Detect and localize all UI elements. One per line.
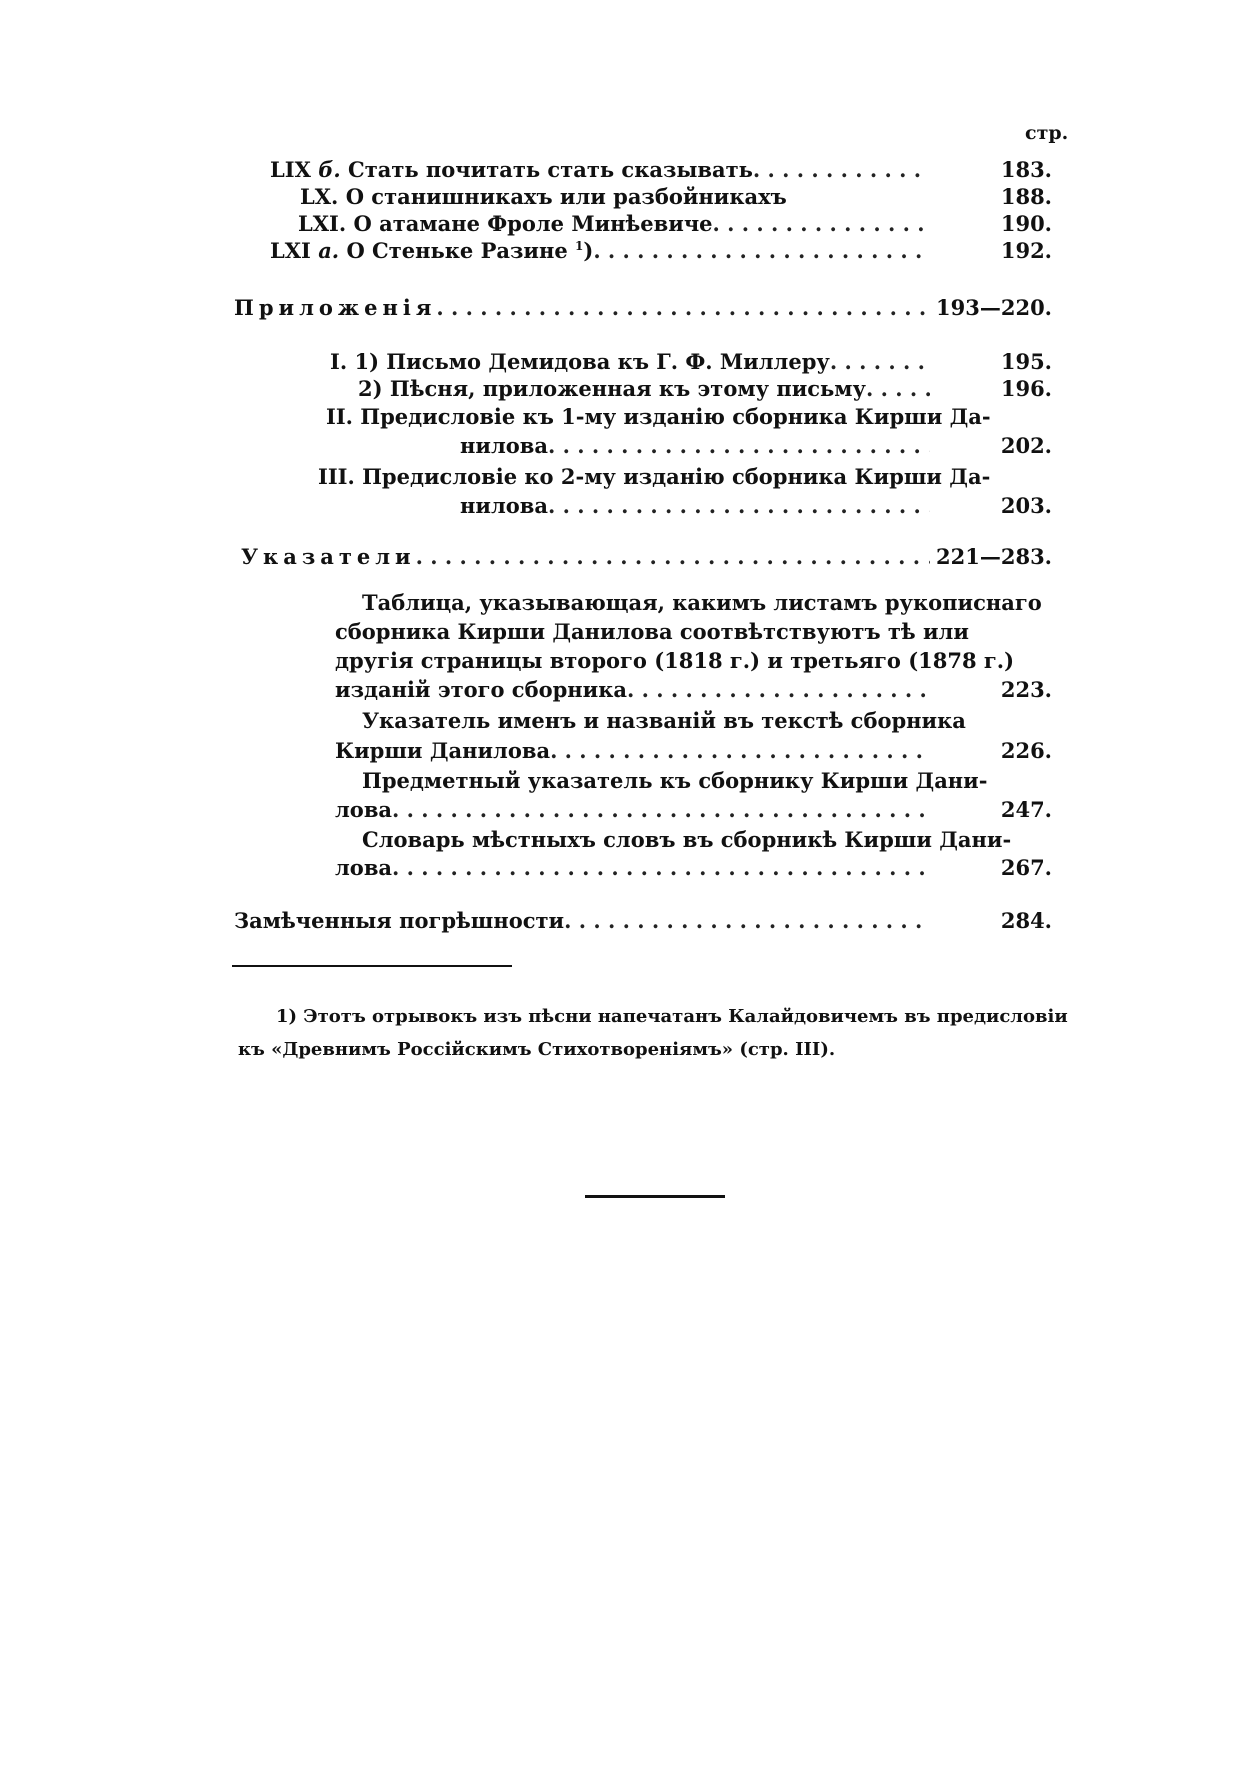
entry-number: LXI а.	[270, 238, 340, 263]
index-item-4-line1: Словарь мѣстныхъ словъ въ сборникѣ Кирши Дани-	[362, 827, 1012, 852]
footnote-line1: 1) Этотъ отрывокъ изъ пѣсни напечатанъ Калайдовичемъ въ предисловіи	[276, 1006, 1068, 1027]
entry-title-cont: нилова	[460, 493, 548, 518]
index-item-1-line3: другія страницы второго (1818 г.) и третьяго (1878 г.)	[335, 648, 1015, 673]
index-item-3-line1: Предметный указатель къ сборнику Кирши Дани-	[362, 768, 988, 793]
appendix-entry-3-line1	[326, 404, 991, 430]
entry-title: О станишникахъ или разбойникахъ	[345, 184, 787, 209]
entry-title: Предисловіе къ 1-му изданію сборника Кирши Да-	[360, 404, 991, 429]
entry-number: I.	[330, 349, 348, 374]
entry-page: 284.	[1000, 908, 1052, 933]
entry-page: 196.	[1000, 376, 1052, 401]
leader-dots	[564, 908, 930, 934]
entry-page: 247.	[1000, 797, 1052, 822]
footnote-line2: къ «Древнимъ Россійскимъ Стихотвореніямъ» (стр. III).	[238, 1039, 836, 1060]
entry-page: 188.	[1000, 184, 1052, 209]
index-item-1-line2: сборника Кирши Данилова соотвѣтствуютъ тѣ или	[335, 619, 969, 644]
leader-dots	[392, 855, 930, 881]
section-page-range: 193—220.	[936, 295, 1052, 320]
entry-page: 203.	[1000, 493, 1052, 518]
leader-dots	[416, 544, 930, 570]
appendix-entry-4-line1	[318, 464, 990, 490]
leader-dots	[627, 677, 930, 703]
entry-number: III.	[318, 464, 355, 489]
index-item-4-line2: лова . . .	[335, 855, 930, 881]
toc-entry-lx	[300, 184, 930, 210]
appendix-entry-2	[358, 376, 930, 402]
entry-page: 202.	[1000, 433, 1052, 458]
leader-dots	[436, 295, 930, 321]
index-item-2-line1: Указатель именъ и названій въ текстѣ сборника	[362, 708, 966, 733]
end-rule	[585, 1195, 725, 1198]
index-item-3-line2: лова . . .	[335, 797, 930, 823]
index-item-1-line1: Таблица, указывающая, какимъ листамъ рукописнаго	[362, 590, 1042, 615]
section-indexes	[241, 544, 930, 570]
entry-page: 267.	[1000, 855, 1052, 880]
entry-title: Стать почитать стать сказывать	[348, 157, 753, 182]
section-appendix	[234, 295, 930, 321]
leader-dots	[550, 738, 930, 764]
toc-entry-lxi	[298, 211, 930, 237]
entry-page: 226.	[1000, 738, 1052, 763]
leader-dots	[548, 433, 930, 459]
appendix-entry-1	[330, 349, 930, 375]
section-title: Указатели	[241, 544, 416, 569]
toc-entry-lxi-a	[270, 238, 930, 264]
section-page-range: 221—283.	[936, 544, 1052, 569]
entry-title: Предисловіе ко 2-му изданію сборника Кирши Да-	[362, 464, 991, 489]
page-column-label: стр.	[1025, 122, 1069, 144]
leader-dots	[593, 238, 930, 264]
footnote-divider	[232, 965, 512, 967]
entry-page: 195.	[1000, 349, 1052, 374]
entry-number: LIX б.	[270, 157, 341, 182]
appendix-entry-4-line2	[460, 493, 930, 519]
index-item-1-line4: изданій этого сборника . . .	[335, 677, 930, 703]
entry-page: 183.	[1000, 157, 1052, 182]
entry-page: 190.	[1000, 211, 1052, 236]
entry-title: 1) Письмо Демидова къ Г. Ф. Миллеру	[354, 349, 830, 374]
entry-number: LX.	[300, 184, 339, 209]
entry-title: О атамане Фроле Минѣевиче	[353, 211, 713, 236]
section-title: Замѣченныя погрѣшности	[234, 908, 565, 933]
entry-number: LXI.	[298, 211, 347, 236]
entry-title: 2) Пѣсня, приложенная къ этому письму	[358, 376, 866, 401]
entry-title-cont: нилова	[460, 433, 548, 458]
leader-dots	[548, 493, 930, 519]
footnote-marker: 1	[575, 239, 584, 253]
index-item-2-line2: Кирши Данилова . . .	[335, 738, 930, 764]
leader-dots	[753, 157, 930, 183]
entry-page: 192.	[1000, 238, 1052, 263]
entry-title: О Стеньке Разине $^1$)	[346, 238, 594, 263]
section-errata	[234, 908, 930, 934]
toc-entry-lix-b	[270, 157, 930, 183]
leader-dots	[713, 211, 930, 237]
entry-page: 223.	[1000, 677, 1052, 702]
appendix-entry-3-line2	[460, 433, 930, 459]
section-title: Приложенія	[234, 295, 437, 320]
entry-number: II.	[326, 404, 353, 429]
leader-dots	[392, 797, 930, 823]
